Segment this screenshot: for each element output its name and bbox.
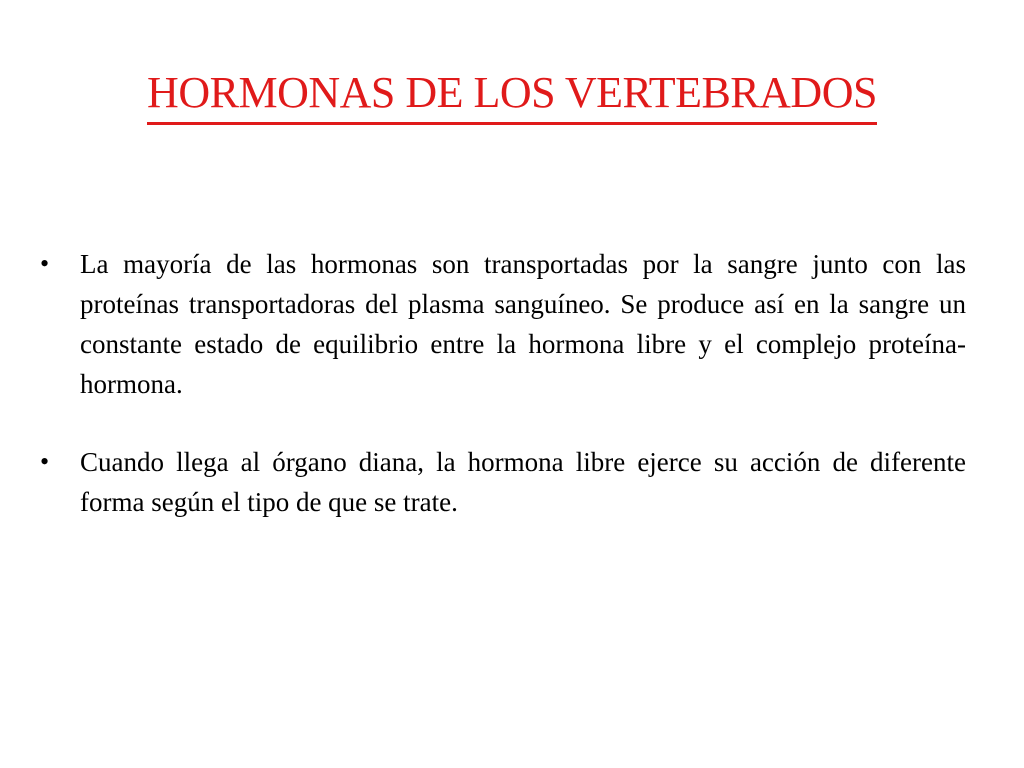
bullet-list <box>40 244 966 560</box>
bullet-text: La mayoría de las hormonas son transportadas por la sangre junto con las proteínas transportadoras del plasma sanguíneo. Se produce así en la sangre un constante estado de equilibrio entre la hormona libre y el complejo proteína-hormona. <box>80 249 966 399</box>
bullet-item <box>40 244 966 404</box>
slide-title <box>0 66 1024 125</box>
bullet-item <box>40 442 966 522</box>
bullet-marker: • <box>40 249 50 278</box>
bullet-text: Cuando llega al órgano diana, la hormona libre ejerce su acción de diferente forma según el tipo de que se trate. <box>80 447 966 517</box>
slide-title-text: HORMONAS DE LOS VERTEBRADOS <box>147 66 877 125</box>
bullet-marker: • <box>40 447 50 476</box>
